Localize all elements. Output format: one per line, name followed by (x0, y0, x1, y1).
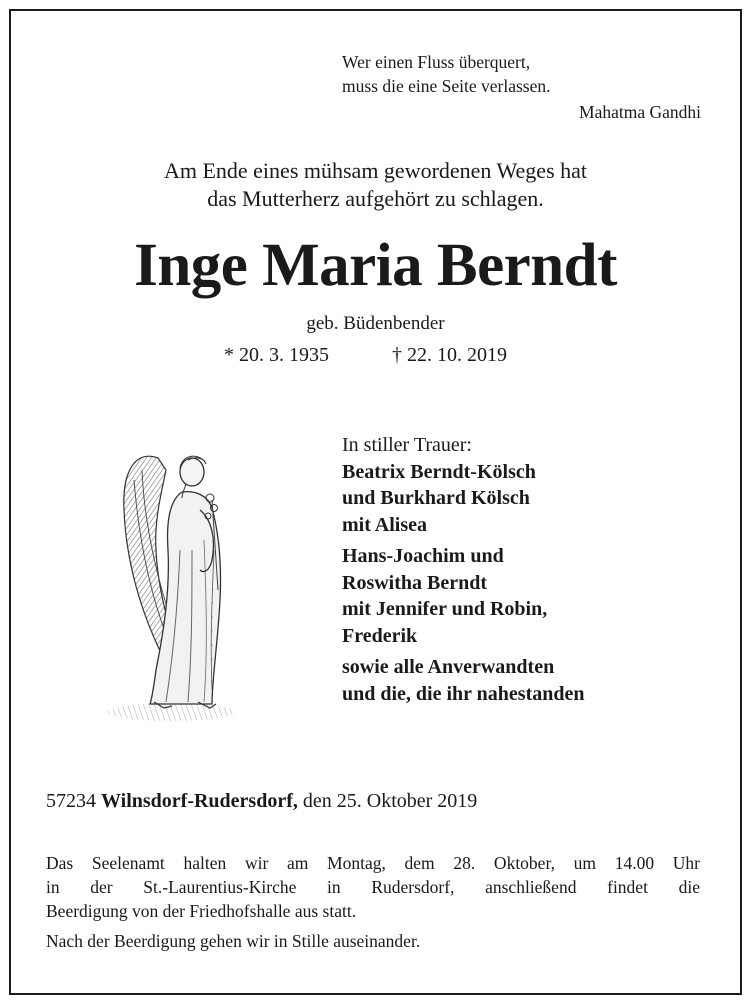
mourner-group (342, 654, 585, 707)
mourner-line: mit Alisea (342, 513, 427, 536)
closing-note: Nach der Beerdigung gehen wir in Stille auseinander. (46, 931, 421, 951)
zip-code: 57234 (46, 790, 96, 812)
mourner-line: und die, die ihr nahestanden (342, 682, 585, 705)
mourner-line: Hans-Joachim und (342, 545, 504, 567)
mourner-line: Roswitha Berndt (342, 571, 488, 594)
notice-line: Das Seelenamt halten wir am Montag, dem 28. Oktober, um 14.00 Uhr (46, 853, 700, 873)
intro-text (0, 157, 751, 213)
town-name: Wilnsdorf-Rudersdorf, (101, 790, 298, 812)
angel-statue-icon (100, 440, 240, 730)
mourner-line: mit Jennifer und Robin, (342, 598, 548, 620)
place-date-line (46, 790, 477, 813)
mourner-group (342, 459, 585, 539)
funeral-notice (46, 851, 700, 923)
mourners-lead: In stiller Trauer: (342, 434, 472, 456)
quote-line: muss die eine Seite verlassen. (342, 76, 551, 96)
quote-author: Mahatma Gandhi (579, 102, 701, 122)
notice-line: in der St.-Laurentius-Kirche in Rudersdorf, anschließend findet die (46, 877, 700, 897)
quote-line: Wer einen Fluss überquert, (342, 52, 531, 72)
birth-date: * 20. 3. 1935 (224, 344, 329, 366)
maiden-name: geb. Büdenbender (306, 313, 445, 334)
intro-line: das Mutterherz aufgehört zu schlagen. (207, 186, 544, 211)
mourner-group (342, 543, 585, 649)
notice-date: den 25. Oktober 2019 (302, 790, 478, 812)
mourner-line: und Burkhard Kölsch (342, 487, 530, 509)
deceased-name: Inge Maria Berndt (134, 232, 617, 299)
mourners-list (342, 432, 585, 707)
mourner-line: sowie alle Anverwandten (342, 656, 555, 678)
intro-line: Am Ende eines mühsam gewordenen Weges hat (163, 158, 588, 183)
notice-line: Beerdigung von der Friedhofshalle aus statt. (46, 901, 357, 921)
death-date: † 22. 10. 2019 (392, 344, 507, 366)
mourner-line: Frederik (342, 624, 418, 647)
epigraph-quote (342, 50, 551, 98)
mourner-line: Beatrix Berndt-Kölsch (342, 460, 536, 483)
